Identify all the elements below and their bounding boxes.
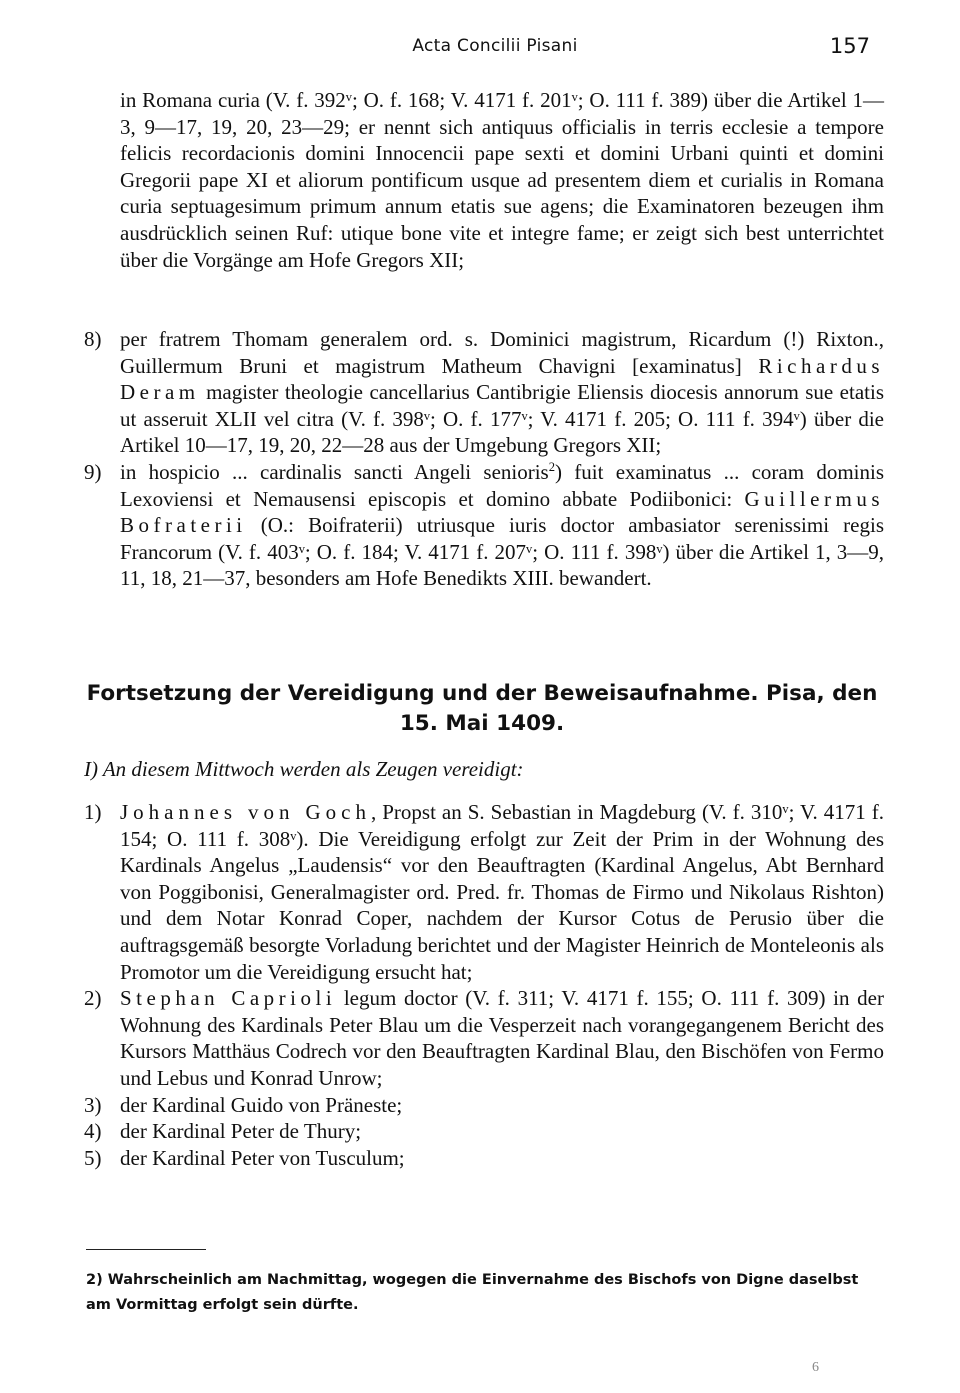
item-number: 2)	[84, 986, 102, 1011]
continuation-paragraph	[84, 87, 884, 273]
item-text: , Propst an S. Sebastian in Magdeburg (V. f. 310ᵛ; V. 4171 f. 154; O. 111 f. 308ᵛ). Die Vereidigung erfolgt zur Zeit der Prim in der Wohnung des Kardinals Angelus „Laudensis“ vor den Beauftragten (Kardinal Angelus, Abt Bernhard von Poggibonisi, Generalmagister ord. Pred. fr. Thomas de Firmo und Nikolaus Rishton) und dem Notar Konrad Coper, nachdem der Kursor Cotus de Perusio über die auftragsgemäß besorgte Vorladung berichtet und der Magister Heinrich de Monteleonis als Promotor um die Vereidigung ersucht hat;	[120, 800, 884, 984]
list-item-2	[84, 985, 884, 1091]
footnote-reference: 2	[548, 459, 556, 474]
item-text: der Kardinal Peter de Thury;	[120, 1119, 362, 1144]
witness-name-spaced: Stephan Caprioli	[120, 986, 337, 1011]
item-text: legum doctor (V. f. 311; V. 4171 f. 155; O. 111 f. 309) in der Wohnung des Kardinals Peter Blau um die Vesperzeit nach vorangegangenem Bericht des Kursors Matthäus Codrech vor den Beauftragten Kardinal Blau, den Bischöfen von Fermo und Lebus und Konrad Unrow;	[120, 986, 884, 1090]
witness-name-spaced: Guillermus Bofraterii	[120, 486, 884, 538]
list-item-1	[84, 799, 884, 985]
item-number: 3)	[84, 1092, 102, 1117]
item-number: 5)	[84, 1145, 102, 1170]
witness-name-spaced: Richardus Deram	[120, 353, 884, 405]
item-text: der Kardinal Guido von Präneste;	[120, 1092, 403, 1117]
running-title: Acta Concilii Pisani	[412, 36, 578, 56]
item-text-before: per fratrem Thomam generalem ord. s. Dominici magistrum, Ricardum (!) Rixton., Guillermum Bruni et magistrum Matheum Chavigni [examinatus]	[120, 327, 884, 378]
list-item-5	[84, 1145, 884, 1172]
item-text-after: magister theologie cancellarius Cantibrigie Eliensis diocesis annorum sue etatis ut asseruit XLII vel citra (V. f. 398ᵛ; O. f. 177ᵛ; V. 4171 f. 205; O. 111 f. 394ᵛ) über die Artikel 10—17, 19, 20, 22—28 aus der Umgebung Gregors XII;	[120, 380, 884, 458]
item-text-before: in hospicio ... cardinalis sancti Angeli senioris	[120, 459, 549, 484]
continuation-text: über die Artikel 1—3, 9—17, 19, 20, 23—29; er nennt sich antiquus officialis in terris ecclesie a tempore felicis recordacionis domini Innocencii pape sexti et domini Urbani quinti et domini Gregorii pape XI et aliorum pontificum usque ad presentem diem et curialis in Romana curia septuagesimum primum annum etatis sue agens; die Examinatoren bezeugen ihm ausdrücklich seinen Ruf: utique bone vite et integre fame; er zeigt sich best unterrichtet über die Vorgänge am Hofe Gregors XII;	[120, 88, 885, 272]
section-heading-line-2: 15. Mai 1409.	[399, 711, 565, 736]
item-number: 1)	[84, 800, 102, 824]
list-item-3	[84, 1092, 884, 1119]
item-number: 4)	[84, 1119, 102, 1144]
list-item-9	[84, 459, 884, 592]
section-heading-line-1: Fortsetzung der Vereidigung und der Beweisaufnahme. Pisa, den	[86, 681, 878, 706]
subheading: I) An diesem Mittwoch werden als Zeugen vereidigt:	[84, 757, 524, 781]
item-number: 8)	[84, 327, 102, 351]
witness-list-continued	[84, 326, 884, 592]
continuation-line-1: in Romana curia (V. f. 392ᵛ; O. f. 168; V. 4171 f. 201ᵛ; O. 111 f. 389)	[120, 88, 708, 112]
footnote-divider	[86, 1249, 206, 1250]
item-number: 9)	[84, 459, 102, 484]
footnote: 2) Wahrscheinlich am Nachmittag, wogegen die Einvernahme des Bischofs von Digne daselbst am Vormittag erfolgt sein dürfte.	[86, 1272, 859, 1313]
running-head	[120, 34, 870, 64]
witness-list	[84, 799, 884, 1171]
item-text-after: (O.: Boifraterii) utriusque iuris doctor ambasiator serenissimi regis Francorum (V. f. 403ᵛ; O. f. 184; V. 4171 f. 207ᵛ; O. 111 f. 398ᵛ) über die Artikel 1, 3—9, 11, 18, 21—37, besonders am Hofe Benedikts XIII. bewandert.	[120, 513, 884, 591]
section-heading	[78, 679, 886, 739]
sheet-signature-mark: 6	[812, 1360, 819, 1375]
page-number: 157	[829, 34, 870, 58]
list-item-8	[84, 326, 884, 459]
item-text: der Kardinal Peter von Tusculum;	[120, 1145, 405, 1170]
item-text-middle: ) fuit examinatus ... coram dominis Lexoviensi et Nemausensi episcopis et domino abbate Podiibonici:	[120, 459, 884, 511]
list-item-4	[84, 1118, 884, 1145]
witness-name-spaced: Johannes von Goch	[120, 800, 371, 824]
